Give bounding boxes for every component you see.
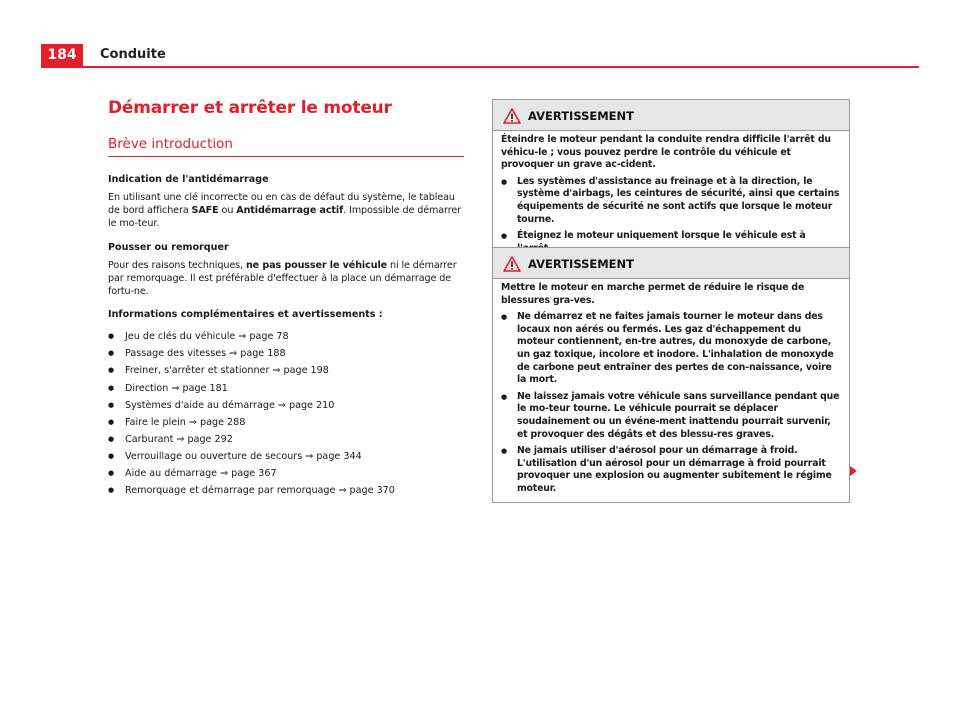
warning-bullet: ● Les systèmes d'assistance au freinage et à la direction, le système d'airbags, les ceintures de sécurité, ainsi que certains équipements de sécurité ne sont actifs que lorsque le moteur tourne. <box>501 176 841 226</box>
warning-box-2 <box>492 247 850 503</box>
warning-title: AVERTISSEMENT <box>528 257 635 271</box>
immobilizer-heading: Indication de l'antidémarrage <box>108 174 269 185</box>
push-heading: Pousser ou remorquer <box>108 241 229 253</box>
warning-intro: Éteindre le moteur pendant la conduite rendra difficile l'arrêt du véhicu-le ; vous pouvez perdre le contrôle du véhicule et provoquer un grave ac-cident. <box>501 134 831 171</box>
warning-triangle-icon <box>503 108 521 124</box>
list-item[interactable]: ● Freiner, s'arrêter et stationner ⇒ page 198 <box>108 362 464 379</box>
safe-indicator: SAFE <box>191 205 219 217</box>
reference-list <box>108 328 464 499</box>
warning-header <box>493 100 849 131</box>
list-item[interactable]: ● Jeu de clés du véhicule ⇒ page 78 <box>108 328 464 345</box>
header-rule <box>41 66 919 68</box>
page-number: 184 <box>41 44 83 66</box>
running-header: Conduite <box>100 47 166 62</box>
warning-bullet: ● Ne démarrez et ne faites jamais tourner le moteur dans des locaux non aérés ou fermés. Les gaz d'échappement du moteur contiennent, en-tre autres, du monoxyde de carbone, un gaz toxique, incolore et inodore. L'inhalation de monoxyde de carbone peut entraîner des pertes de con-naissance, voire la mort. <box>501 311 841 387</box>
list-item[interactable]: ● Systèmes d'aide au démarrage ⇒ page 210 <box>108 397 464 414</box>
list-item[interactable]: ● Passage des vitesses ⇒ page 188 <box>108 345 464 362</box>
page-title: Démarrer et arrêter le moteur <box>108 98 392 118</box>
list-item[interactable]: ● Aide au démarrage ⇒ page 367 <box>108 465 464 482</box>
warning-bullet: ● Éteignez le moteur uniquement lorsque le véhicule est à <box>501 230 841 255</box>
warning-triangle-icon <box>503 256 521 272</box>
warning-box-1 <box>492 99 850 262</box>
warning-header <box>493 248 849 279</box>
warning-body <box>493 279 849 502</box>
push-paragraph: Pour des raisons techniques, ne pas pousser le véhicule ni le démarrer par remorquage. Il est préférable d'effectuer à la place un démarrage de fortu-ne. <box>108 259 457 298</box>
section-subtitle: Brève introduction <box>108 136 464 157</box>
warning-bullet: ● Ne jamais utiliser d'aérosol pour un démarrage à froid. L'utilisation d'un aérosol pour un démarrage à froid pourrait provoquer une explosion ou augmenter subitement le régime moteur. <box>501 445 841 495</box>
info-heading: Informations complémentaires et avertissements : <box>108 309 383 321</box>
warning-intro: Mettre le moteur en marche permet de réduire le risque de blessures gra-ves. <box>501 282 805 306</box>
warning-bullet: ● Ne laissez jamais votre véhicule sans surveillance pendant que le mo-teur tourne. Le véhicule pourrait se déplacer soudainement ou un événe-ment inattendu pourrait survenir, et provoquer des dégâts et des blessu-res graves. <box>501 391 841 441</box>
immobilizer-paragraph: En utilisant une clé incorrecte ou en cas de défaut du système, le tableau de bord affichera SAFE ou Antidémarrage actif. Impossible de démarrer le mo-teur. <box>108 192 462 230</box>
warning-body <box>493 131 849 261</box>
left-column <box>108 98 464 499</box>
list-item[interactable]: ● Remorquage et démarrage par remorquage ⇒ page 370 <box>108 482 464 499</box>
list-item[interactable]: ● Faire le plein ⇒ page 288 <box>108 414 464 431</box>
continue-arrow-icon <box>850 466 857 476</box>
list-item[interactable]: ● Verrouillage ou ouverture de secours ⇒ page 344 <box>108 448 464 465</box>
list-item[interactable]: ● Carburant ⇒ page 292 <box>108 431 464 448</box>
list-item[interactable]: ● Direction ⇒ page 181 <box>108 380 464 397</box>
warning-title: AVERTISSEMENT <box>528 109 635 123</box>
